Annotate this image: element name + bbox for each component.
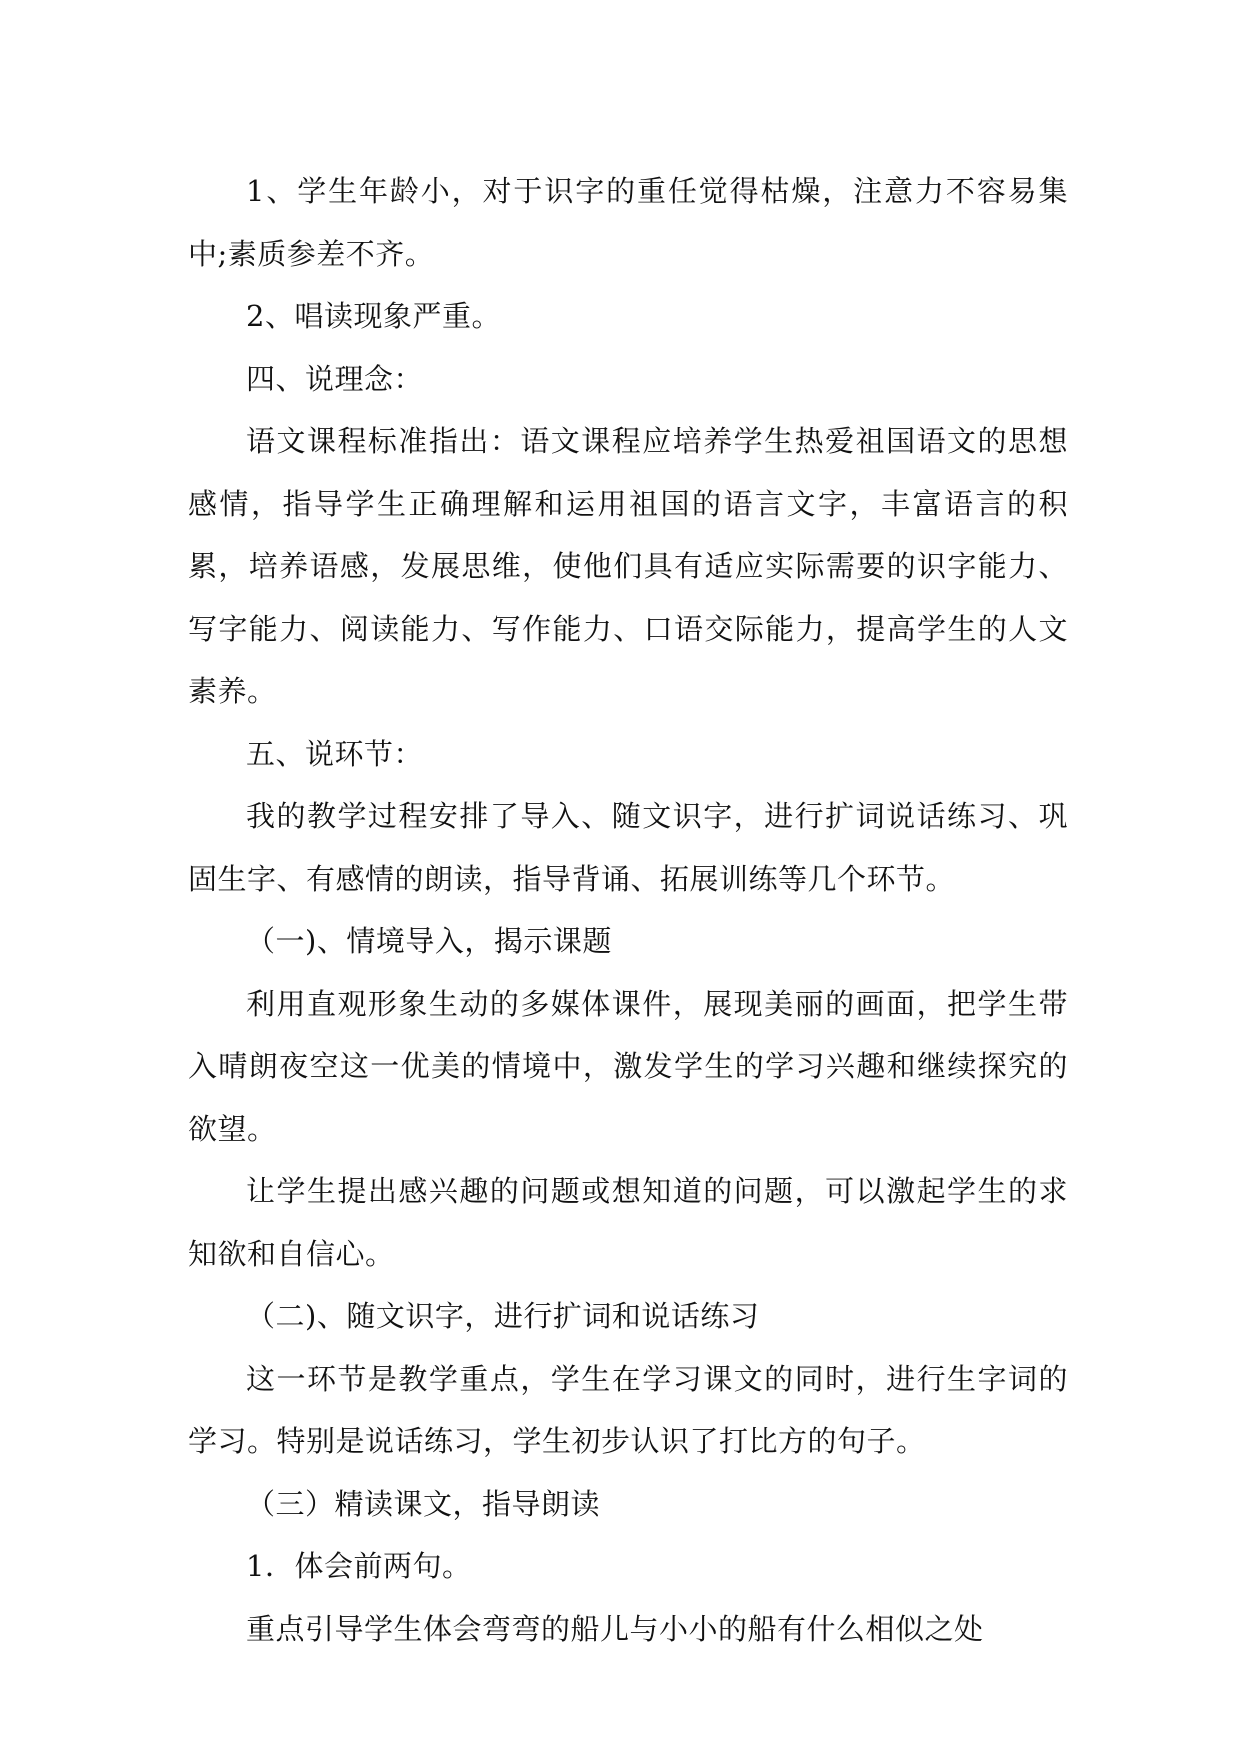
- paragraph-step-2-detail: 这一环节是教学重点，学生在学习课文的同时，进行生字词的学习。特别是说话练习，学生初步认识了打比方的句子。: [188, 1361, 1068, 1458]
- subheading-step-2: （二)、随文识字，进行扩词和说话练习: [246, 1299, 760, 1333]
- section-heading-steps: 五、说环节：: [246, 736, 424, 771]
- paragraph-teaching-process: 我的教学过程安排了导入、随文识字，进行扩词说话练习、巩固生字、有感情的朗读，指导背诵、拓展训练等几个环节。: [188, 799, 1068, 896]
- document-body: [188, 160, 1068, 1660]
- paragraph-student-issue-2: 2、唱读现象严重。: [246, 299, 501, 333]
- list-item-step-3-1: 1．体会前两句。: [246, 1549, 472, 1583]
- paragraph-step-1-multimedia: 利用直观形象生动的多媒体课件，展现美丽的画面，把学生带入晴朗夜空这一优美的情境中，激发学生的学习兴趣和继续探究的欲望。: [188, 986, 1068, 1146]
- paragraph-curriculum-standard: 语文课程标准指出：语文课程应培养学生热爱祖国语文的思想感情，指导学生正确理解和运用祖国的语言文字，丰富语言的积累，培养语感，发展思维，使他们具有适应实际需要的识字能力、写字能力、阅读能力、写作能力、口语交际能力，提高学生的人文素养。: [188, 424, 1068, 708]
- section-heading-concept: 四、说理念：: [246, 361, 424, 396]
- paragraph-student-issue-1: 1、学生年龄小，对于识字的重任觉得枯燥，注意力不容易集中;素质参差不齐。: [188, 174, 1068, 271]
- paragraph-step-3-focus: 重点引导学生体会弯弯的船儿与小小的船有什么相似之处: [246, 1611, 984, 1646]
- subheading-step-3: （三）精读课文，指导朗读: [246, 1486, 601, 1521]
- paragraph-step-1-questions: 让学生提出感兴趣的问题或想知道的问题，可以激起学生的求知欲和自信心。: [188, 1174, 1068, 1271]
- subheading-step-1: （一)、情境导入，揭示课题: [246, 924, 612, 958]
